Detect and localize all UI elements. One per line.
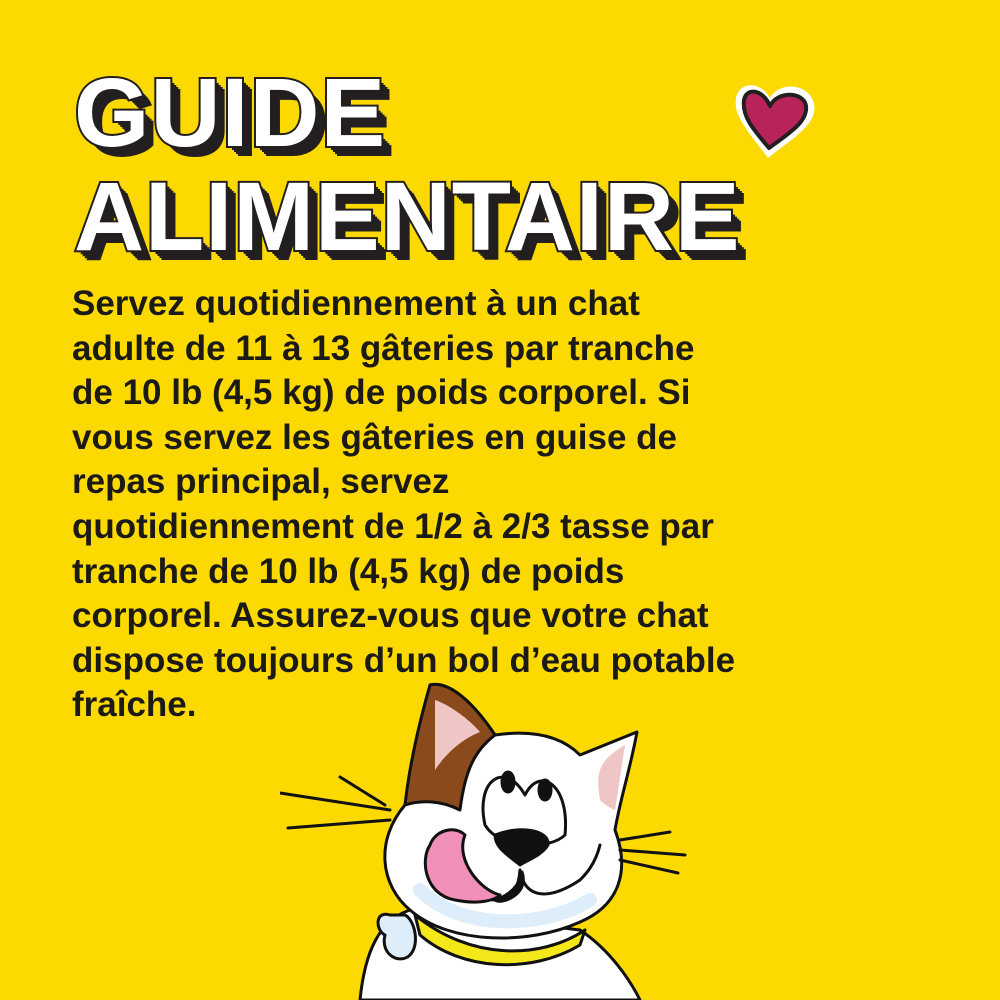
instruction-line: vous servez les gâteries en guise de	[72, 417, 678, 457]
instruction-line: quotidiennement de 1/2 à 2/3 tasse par	[72, 506, 714, 546]
heart-icon	[728, 76, 828, 166]
instruction-line: repas principal, servez	[72, 462, 450, 502]
instruction-line: de 10 lb (4,5 kg) de poids corporel. Si	[72, 373, 691, 413]
instruction-line: fraîche.	[72, 685, 197, 725]
title-line-1: GUIDE	[74, 58, 387, 167]
instruction-line: Servez quotidiennement à un chat	[72, 284, 640, 323]
instruction-line: adulte de 11 à 13 gâteries par tranche	[72, 328, 695, 368]
title-line-2: ALIMENTAIRE	[74, 162, 741, 271]
instruction-line: tranche de 10 lb (4,5 kg) de poids	[72, 551, 625, 591]
cat-illustration	[280, 660, 700, 1000]
instruction-line: corporel. Assurez-vous que votre chat	[72, 596, 709, 636]
instruction-line: dispose toujours d’un bol d’eau potable	[72, 640, 736, 680]
